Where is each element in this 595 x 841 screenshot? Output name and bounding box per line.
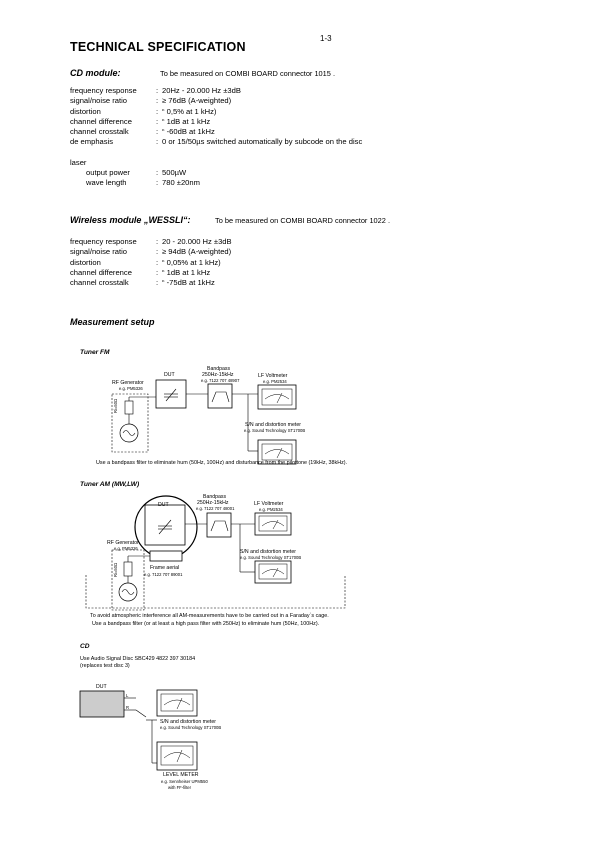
cd-heading: CD — [80, 643, 90, 650]
cd-level-meter-eg1: e.g. Sennheiser UPM550 — [161, 779, 208, 784]
fm-lf-voltmeter — [258, 385, 296, 409]
am-dut-box — [145, 505, 185, 545]
cd-level-meter-eg2: with FF-filter — [168, 785, 192, 790]
page-title: TECHNICAL SPECIFICATION — [70, 40, 246, 54]
cd-sn-meter-eg: e.g. Sound Technology ST1700B — [160, 725, 222, 730]
cd-module-note: To be measured on COMBI BOARD connector 1015 . — [160, 69, 335, 78]
fm-rf-generator-label: RF Generator — [112, 380, 144, 386]
fm-bandpass-eg: e.g. 7122 707 48907 — [201, 378, 240, 383]
laser-label: laser — [70, 157, 87, 167]
cd-sn-meter-label: S/N and distortion meter — [160, 719, 216, 725]
spec-row: channel difference : “ 1dB at 1 kHz — [70, 267, 211, 277]
cd-dut-box — [80, 691, 124, 717]
cd-disc-line2: (replaces test disc 3) — [80, 663, 130, 669]
fm-note: Use a bandpass filter to eliminate hum (50Hz, 100Hz) and disturbance from the pilottone (19kHz, 38kHz). — [96, 460, 348, 466]
cd-switch — [136, 710, 146, 717]
spec-row: channel crosstalk : “ -60dB at 1kHz — [70, 127, 215, 137]
spec-row: channel difference : “ 1dB at 1 kHz — [70, 116, 211, 126]
fm-resistor — [125, 401, 133, 414]
wireless-module-note: To be measured on COMBI BOARD connector 1022 . — [215, 216, 390, 225]
spec-row: distortion : “ 0,5% at 1 kHz) — [70, 106, 217, 116]
cd-level-meter-label: LEVEL METER — [163, 772, 199, 778]
spec-row: signal/noise ratio : ≥ 76dB (A-weighted) — [70, 96, 232, 106]
cd-dut-label: DUT — [96, 684, 107, 690]
measurement-setup-heading: Measurement setup — [70, 317, 155, 327]
am-frame-aerial-label: Frame aerial — [150, 565, 180, 571]
fm-lf-voltmeter-label: LF Voltmeter — [258, 373, 288, 379]
fm-bandpass-box — [208, 384, 232, 408]
page-number: 1-3 — [320, 34, 332, 43]
fm-sn-meter-eg: e.g. Sound Technology ST1700B — [244, 428, 306, 433]
am-resistor — [124, 562, 132, 576]
spec-row: frequency response : 20Hz - 20.000 Hz ±3dB — [70, 86, 241, 95]
spec-row: wave length : 780 ±20nm — [86, 178, 200, 188]
spec-row: de emphasis : 0 or 15/50µs switched automatically by subcode on the disc — [70, 137, 363, 147]
cd-disc-line1: Use Audio Signal Disc SBC429 4822 397 30184 — [80, 656, 196, 662]
spec-row: output power : 500µW — [86, 168, 187, 178]
am-rf-generator-eg: e.g. PM5326 — [114, 546, 138, 551]
am-sn-meter-label: S/N and distortion meter — [240, 549, 296, 555]
spec-row: channel crosstalk : “ -75dB at 1kHz — [70, 278, 215, 288]
am-bandpass-box — [207, 513, 231, 537]
am-frame-aerial-base — [150, 551, 182, 561]
am-rf-generator-label: RF Generator — [107, 540, 139, 546]
am-lf-voltmeter — [255, 513, 291, 535]
fm-lf-voltmeter-eg: e.g. PM2534 — [263, 379, 287, 384]
am-bandpass-eg: e.g. 7122 707 48001 — [196, 506, 235, 511]
am-lf-voltmeter-label: LF Voltmeter — [254, 501, 284, 507]
fm-sn-meter-label: S/N and distortion meter — [245, 422, 301, 428]
wireless-module-heading: Wireless module „WESSLI“: — [70, 215, 191, 225]
tuner-am-heading: Tuner AM (MW,LW) — [80, 481, 140, 488]
fm-dut-label: DUT — [164, 372, 175, 378]
spec-row: distortion : “ 0,05% at 1 kHz) — [70, 257, 221, 267]
am-bandpass-label: Bandpass — [203, 494, 227, 500]
am-frame-aerial-eg: e.g. 7122 707 89001 — [144, 572, 183, 577]
am-bandpass-range: 250Hz-15kHz — [197, 500, 229, 506]
am-sn-meter — [255, 561, 291, 583]
spec-row: signal/noise ratio : ≥ 94dB (A-weighted) — [70, 247, 232, 257]
tuner-fm-heading: Tuner FM — [80, 349, 110, 356]
am-note-line1: To avoid atmospheric interference all AM-measurements have to be carried out in a Faraday`s cage. — [90, 613, 329, 619]
am-sn-meter-eg: e.g. Sound Technology ST1700B — [240, 555, 302, 560]
cd-right-label: R — [126, 705, 130, 710]
spec-row: frequency response : 20 - 20.000 Hz ±3dB — [70, 237, 232, 246]
fm-ohm-label: Ri=50Ω — [113, 398, 118, 413]
am-lf-voltmeter-eg: e.g. PM2534 — [259, 507, 283, 512]
am-note-line2: Use a bandpass filter (or at least a high pass filter with 250Hz) to eliminate hum (50Hz, 100Hz). — [92, 621, 320, 627]
fm-rf-generator-eg: e.g. PM5326 — [119, 386, 143, 391]
cd-module-heading: CD module: — [70, 68, 121, 78]
fm-bandpass-range: 250Hz-15kHz — [202, 372, 234, 378]
cd-left-label: L — [126, 693, 129, 698]
fm-bandpass-label: Bandpass — [207, 366, 231, 372]
am-ohm-label: Ri=50Ω — [113, 562, 118, 577]
am-dut-label: DUT — [158, 502, 169, 508]
